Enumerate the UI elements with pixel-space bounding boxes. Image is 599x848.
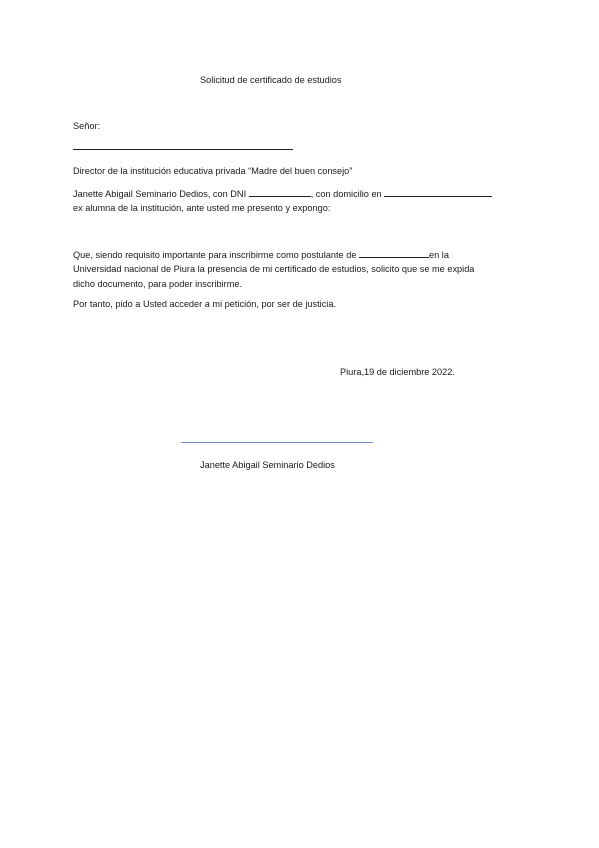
document-title: Solicitud de certificado de estudios [200, 75, 342, 85]
body-text-2: en la [429, 250, 449, 260]
body-line-1 [73, 248, 449, 260]
intro-text-2: , con domicilio en [310, 189, 382, 199]
address-blank [384, 187, 492, 197]
dni-blank [249, 187, 311, 197]
signature-name: Janette Abigail Seminario Dedios [200, 460, 335, 470]
body-line-2: Universidad nacional de Piura la presencia de mi certificado de estudios, solicito que se me expida [73, 264, 475, 274]
closing-line: Por tanto, pido a Usted acceder a mi petición, por ser de justicia. [73, 299, 337, 309]
signature-line [181, 442, 373, 443]
intro-line-2: ex alumna de la institución, ante usted me presento y expongo: [73, 203, 331, 213]
salutation: Señor: [73, 121, 101, 131]
intro-text-1: Janette Abigail Seminario Dedios, con DNI [73, 189, 247, 199]
recipient-name-blank [73, 149, 293, 150]
recipient-line: Director de la institución educativa privada “Madre del buen consejo” [73, 166, 353, 176]
body-line-3: dicho documento, para poder inscribirme. [73, 279, 243, 289]
career-blank [359, 248, 429, 258]
place-date: Piura,19 de diciembre 2022. [340, 367, 455, 377]
intro-line-1 [73, 187, 492, 199]
body-text-1: Que, siendo requisito importante para inscribirme como postulante de [73, 250, 357, 260]
